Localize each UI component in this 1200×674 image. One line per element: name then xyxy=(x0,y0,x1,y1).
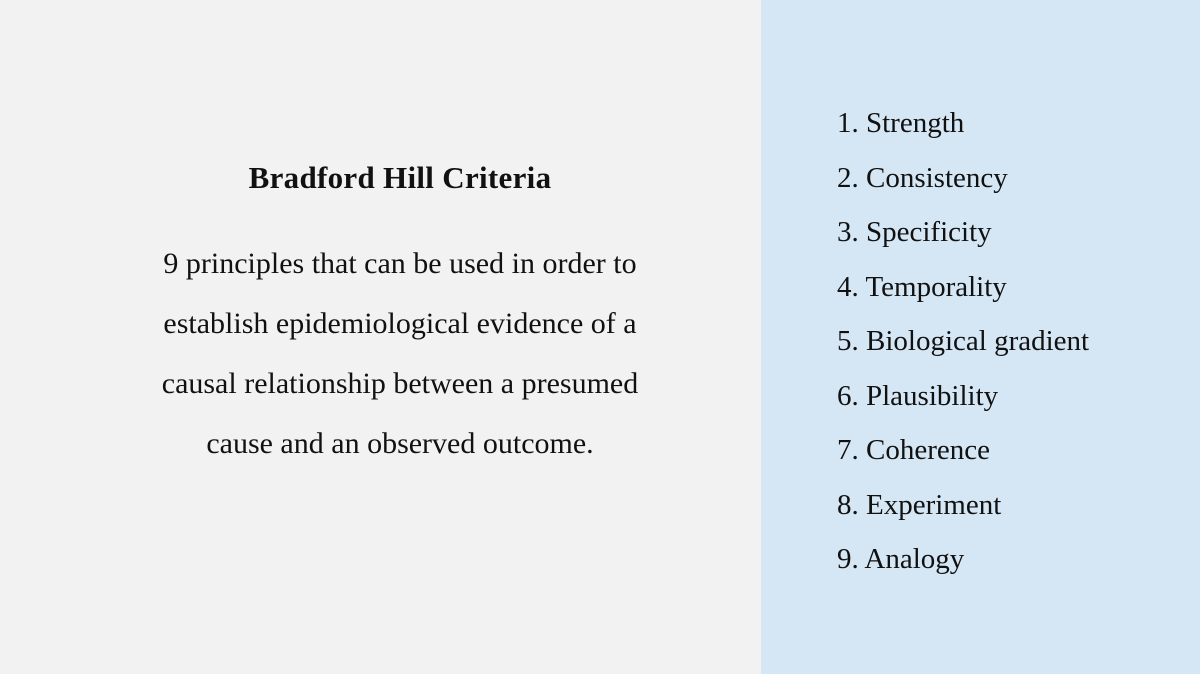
criteria-item-plausibility: 6. Plausibility xyxy=(837,379,999,412)
criteria-item-biological-gradient: 5. Biological gradient xyxy=(837,325,1090,357)
criteria-item-coherence: 7. Coherence xyxy=(837,434,990,466)
slide-description: 9 principles that can be used in order to establish epidemiological evidence of a causal relationship between a presumed cause and an observed outcome. xyxy=(161,247,639,460)
criteria-item-specificity: 3. Specificity xyxy=(837,216,992,248)
slide-title: Bradford Hill Criteria xyxy=(248,160,552,195)
criteria-item-experiment: 8. Experiment xyxy=(837,488,1002,521)
criteria-item-analogy: 9. Analogy xyxy=(837,543,965,575)
criteria-item-strength: 1. Strength xyxy=(837,107,965,139)
criteria-item-temporality: 4. Temporality xyxy=(837,270,1007,303)
criteria-item-consistency: 2. Consistency xyxy=(837,161,1008,194)
criteria-list xyxy=(837,96,1089,587)
